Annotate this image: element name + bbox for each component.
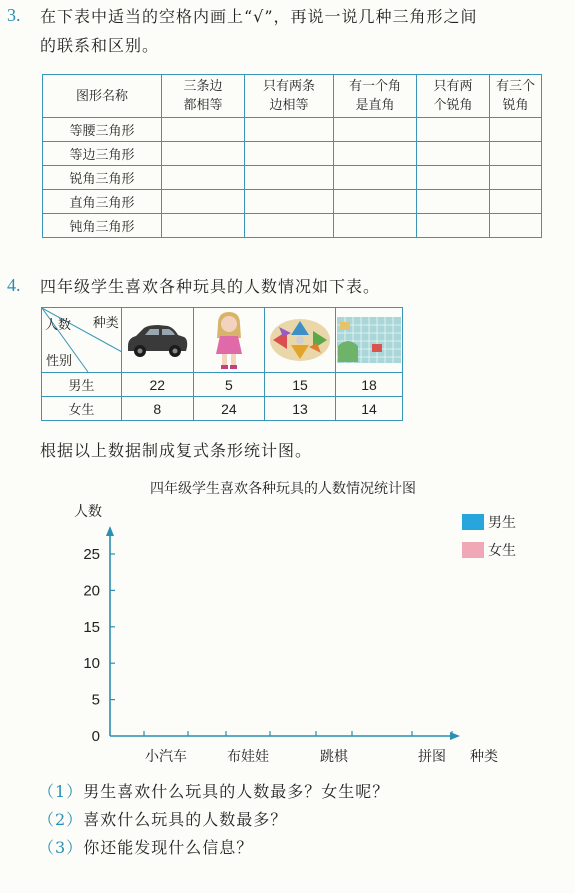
cell-value: 24	[193, 397, 264, 421]
row-label: 等腰三角形	[43, 118, 162, 142]
cell-value: 13	[265, 397, 336, 421]
answer-cell[interactable]	[490, 166, 542, 190]
x-axis-label: 种类	[470, 749, 498, 765]
answer-cell[interactable]	[245, 118, 334, 142]
table-row	[43, 166, 542, 190]
q3-text-line1: 在下表中适当的空格内画上“√”，再说一说几种三角形之间	[40, 7, 478, 26]
y-tick-label: 25	[83, 546, 100, 563]
answer-cell[interactable]	[490, 142, 542, 166]
answer-cell[interactable]	[417, 118, 490, 142]
y-tick-label: 0	[91, 728, 100, 745]
table-row	[42, 397, 403, 421]
row-label: 直角三角形	[43, 190, 162, 214]
sub-question-1	[38, 779, 389, 802]
table-row	[42, 373, 403, 397]
q4-text: 四年级学生喜欢各种玩具的人数情况如下表。	[40, 277, 381, 296]
cell-value: 14	[336, 397, 403, 421]
answer-cell[interactable]	[245, 166, 334, 190]
doll-image	[209, 310, 249, 370]
legend-label-boys: 男生	[488, 515, 516, 531]
y-tick-label: 5	[91, 691, 100, 709]
col-header: 有三个 锐角	[490, 75, 542, 118]
y-axis-label: 人数	[74, 504, 102, 520]
x-tick-label: 布娃娃	[227, 749, 269, 765]
sub-question-number: （2）	[38, 810, 84, 829]
answer-cell[interactable]	[334, 214, 417, 238]
table-row	[43, 190, 542, 214]
x-axis-arrow	[450, 732, 460, 740]
sub-question-number: （3）	[38, 838, 84, 857]
answer-cell[interactable]	[162, 118, 245, 142]
answer-cell[interactable]	[334, 142, 417, 166]
answer-cell[interactable]	[334, 166, 417, 190]
col-header: 只有两 个锐角	[417, 75, 490, 118]
answer-cell[interactable]	[417, 166, 490, 190]
row-label: 钝角三角形	[43, 214, 162, 238]
legend-swatch-girls	[462, 542, 484, 558]
table-row	[43, 142, 542, 166]
answer-cell[interactable]	[417, 142, 490, 166]
row-label: 等边三角形	[43, 142, 162, 166]
sub-question-text: 喜欢什么玩具的人数最多？	[83, 810, 288, 829]
cell-value: 15	[265, 373, 336, 397]
answer-cell[interactable]	[417, 214, 490, 238]
answer-cell[interactable]	[245, 214, 334, 238]
corner-label-type: 种类	[92, 315, 119, 330]
sub-question-3	[38, 835, 253, 858]
chess-cell	[265, 308, 336, 373]
q4-instruction: 根据以上数据制成复式条形统计图。	[40, 441, 313, 460]
col-header: 三条边 都相等	[162, 75, 245, 118]
y-axis-arrow	[106, 526, 114, 536]
x-tick-label: 跳棋	[320, 749, 348, 765]
table-row	[43, 118, 542, 142]
col-header: 有一个角 是直角	[334, 75, 417, 118]
cell-value: 18	[336, 373, 403, 397]
legend-label-girls: 女生	[488, 543, 516, 559]
table-row	[43, 214, 542, 238]
chess-image	[269, 317, 331, 363]
sub-question-text: 男生喜欢什么玩具的人数最多？女生呢？	[83, 782, 390, 801]
row-label: 锐角三角形	[43, 166, 162, 190]
toy-car-image	[124, 320, 190, 360]
sub-question-text: 你还能发现什么信息？	[83, 838, 254, 857]
col-header: 只有两条 边相等	[245, 75, 334, 118]
legend-boys	[462, 512, 516, 532]
answer-cell[interactable]	[162, 166, 245, 190]
y-tick-label: 15	[83, 618, 100, 636]
sub-question-2	[38, 807, 287, 830]
triangle-table	[42, 74, 542, 238]
q4-number: 4.	[7, 275, 21, 295]
x-tick-label: 拼图	[418, 749, 446, 765]
q3-text-line2: 的联系和区别。	[40, 36, 160, 55]
corner-label-gender: 性别	[46, 353, 73, 368]
toy-table	[41, 307, 403, 421]
y-tick-label: 20	[83, 582, 100, 600]
corner-cell	[42, 308, 122, 373]
chart-title: 四年级学生喜欢各种玩具的人数情况统计图	[150, 481, 416, 497]
answer-cell[interactable]	[162, 214, 245, 238]
puzzle-cell	[336, 308, 403, 373]
q3-number: 3.	[7, 5, 21, 25]
toy-car-cell	[121, 308, 193, 373]
triangle-table-header	[43, 75, 542, 118]
cell-value: 8	[121, 397, 193, 421]
answer-cell[interactable]	[245, 142, 334, 166]
answer-cell[interactable]	[334, 190, 417, 214]
answer-cell[interactable]	[162, 190, 245, 214]
row-label-girls: 女生	[42, 397, 122, 421]
y-tick-label: 10	[83, 655, 100, 673]
legend-swatch-boys	[462, 514, 484, 530]
answer-cell[interactable]	[490, 214, 542, 238]
cell-value: 5	[193, 373, 264, 397]
answer-cell[interactable]	[417, 190, 490, 214]
answer-cell[interactable]	[245, 190, 334, 214]
puzzle-image	[336, 316, 402, 364]
answer-cell[interactable]	[334, 118, 417, 142]
answer-cell[interactable]	[490, 190, 542, 214]
cell-value: 22	[121, 373, 193, 397]
answer-cell[interactable]	[490, 118, 542, 142]
doll-cell	[193, 308, 264, 373]
col-header: 图形名称	[43, 75, 162, 118]
sub-question-number: （1）	[38, 782, 84, 801]
legend-girls	[462, 540, 516, 560]
row-label-boys: 男生	[42, 373, 122, 397]
corner-label-count: 人数	[45, 317, 72, 332]
answer-cell[interactable]	[162, 142, 245, 166]
x-tick-label: 小汽车	[145, 749, 187, 765]
